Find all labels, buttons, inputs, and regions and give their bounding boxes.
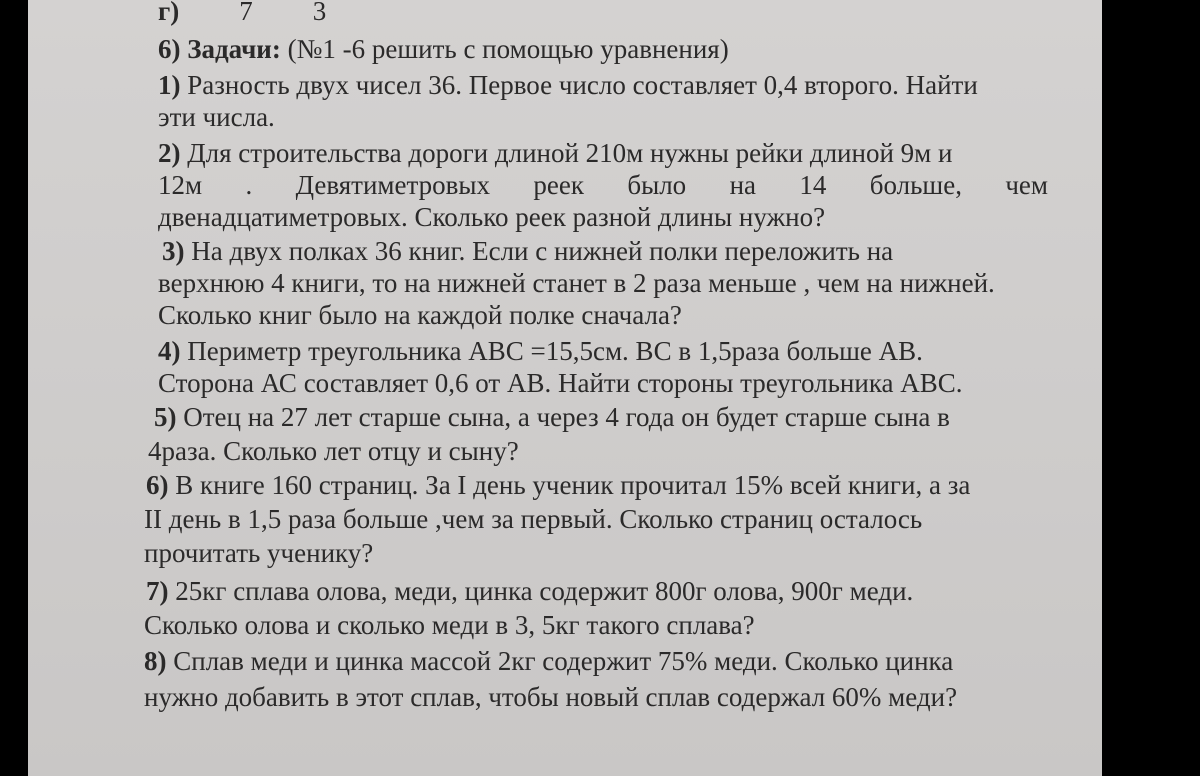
problem-text: 25кг сплава олова, меди, цинка содержит 800г олова, 900г меди.: [175, 576, 914, 606]
problem-number: 6): [146, 470, 169, 500]
problem-8-line-2: нужно добавить в этот сплав, чтобы новый сплав содержал 60% меди?: [144, 682, 958, 712]
problem-3-line-2: верхнюю 4 книги, то на нижней станет в 2 раза меньше , чем на нижней.: [158, 268, 995, 298]
problem-4-line-1: [158, 336, 923, 366]
problem-3-line-1: [162, 236, 893, 266]
problem-7-line-1: [146, 576, 913, 606]
top-row: [158, 0, 326, 26]
problem-text: В книге 160 страниц. За I день ученик прочитал 15% всей книги, а за: [175, 470, 971, 500]
problem-text: Разность двух чисел 36. Первое число составляет 0,4 второго. Найти: [187, 70, 978, 100]
problem-number: 7): [146, 576, 169, 606]
problem-2-line-3: двенадцатиметровых. Сколько реек разной длины нужно?: [158, 202, 826, 232]
heading-num: 6): [158, 34, 181, 64]
problem-6-line-2: II день в 1,5 раза больше ,чем за первый. Сколько страниц осталось: [144, 504, 923, 534]
problem-5-line-2: 4раза. Сколько лет отцу и сыну?: [148, 436, 519, 466]
top-row-label: г): [158, 0, 180, 26]
problem-1-line-2: эти числа.: [158, 102, 275, 132]
top-row-b: 3: [312, 0, 327, 26]
problem-3-line-3: Сколько книг было на каждой полке сначала?: [158, 300, 682, 330]
problem-5-line-1: [154, 402, 950, 432]
problem-2-line-1: [158, 138, 952, 168]
paper-sheet: [28, 0, 1102, 776]
problem-text: Для строительства дороги длиной 210м нужны рейки длиной 9м и: [187, 138, 953, 168]
problem-text: Периметр треугольника АВС =15,5см. ВС в 1,5раза больше АВ.: [187, 336, 923, 366]
heading-title: Задачи:: [187, 34, 281, 64]
heading-rest: (№1 -6 решить с помощью уравнения): [287, 34, 729, 64]
problem-2-line-2: 12м . Девятиметровых реек было на 14 больше, чем: [158, 170, 1048, 200]
problem-4-line-2: Сторона АС составляет 0,6 от АВ. Найти стороны треугольника АВС.: [158, 368, 963, 398]
problem-number: 2): [158, 138, 181, 168]
problem-number: 4): [158, 336, 181, 366]
problem-number: 1): [158, 70, 181, 100]
problem-6-line-1: [146, 470, 970, 500]
problem-8-line-1: [144, 646, 953, 676]
problem-6-line-3: прочитать ученику?: [144, 538, 374, 568]
problem-text: Сплав меди и цинка массой 2кг содержит 75% меди. Сколько цинка: [173, 646, 954, 676]
problem-number: 5): [154, 402, 177, 432]
section-heading: [158, 34, 729, 64]
problem-text: На двух полках 36 книг. Если с нижней полки переложить на: [191, 236, 894, 266]
problem-text: Отец на 27 лет старше сына, а через 4 года он будет старше сына в: [183, 402, 950, 432]
problem-number: 3): [162, 236, 185, 266]
problem-7-line-2: Сколько олова и сколько меди в 3, 5кг такого сплава?: [144, 610, 755, 640]
problem-1-line-1: [158, 70, 978, 100]
problem-number: 8): [144, 646, 167, 676]
top-row-a: 7: [239, 0, 253, 26]
